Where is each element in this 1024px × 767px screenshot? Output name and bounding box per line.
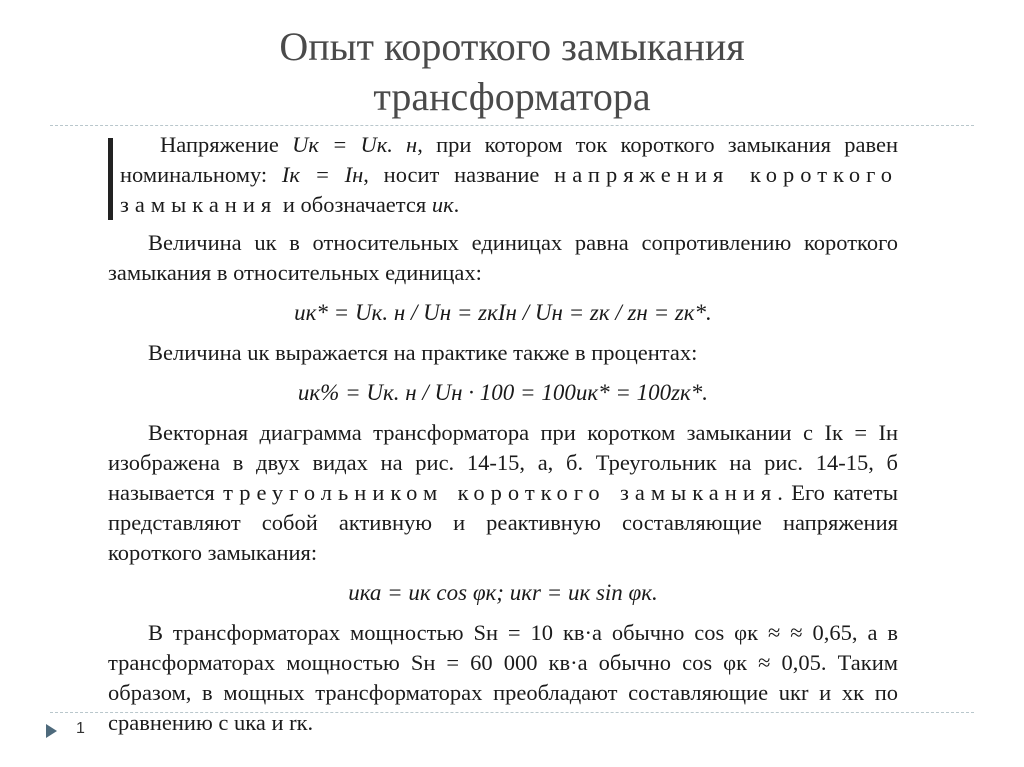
document-body — [108, 130, 898, 738]
p1-text-c: , носит название — [363, 162, 555, 187]
p1-formula2: Iк = Iн — [281, 162, 364, 187]
slide-title — [0, 22, 1024, 122]
paragraph-2: Величина uк в относительных единицах равна сопротивлению короткого замыкания в относительных единицах: — [108, 230, 898, 285]
p4-text-b: . Его катеты представляют собой активную и реактивную составляющие напряжения короткого замыкания: — [108, 480, 898, 565]
p1-term: напряжения короткого замыкания — [120, 162, 898, 217]
equation-3: uка = uк cos φк; uкr = uк sin φк. — [348, 580, 658, 605]
equation-2: uк% = Uк. н / Uн · 100 = 100uк* = 100zк*. — [297, 380, 709, 405]
paragraph-1 — [108, 130, 898, 220]
p1-formula: Uк = Uк. н — [292, 132, 418, 157]
p4-term: треугольником короткого замыкания — [223, 480, 778, 505]
p1-text-d: и обозначается — [277, 192, 432, 217]
page-number: 1 — [76, 720, 85, 737]
top-divider — [50, 125, 974, 126]
p1-symbol: uк — [431, 192, 454, 217]
paragraph-3: Величина uк выражается на практике также в процентах: — [148, 340, 698, 365]
slide-title-line1: Опыт короткого замыкания — [279, 24, 745, 69]
equation-1: uк* = Uк. н / Uн = zкIн / Uн = zк / zн = zк*. — [294, 300, 712, 325]
bottom-divider — [50, 712, 974, 713]
paragraph-5: В трансформаторах мощностью Sн = 10 кв·а обычно cos φк ≈ ≈ 0,65, а в трансформаторах мощностью Sн = 60 000 кв·а обычно cos φк ≈ 0,05. Таким образом, в мощных трансформаторах преобладают составляющие uкr и xк по сравнению с uка и rк. — [108, 620, 898, 735]
p4-text-a: Векторная диаграмма трансформатора при коротком замыкании с Iк = Iн изображена в двух видах на рис. 14-15, а, б. Треугольник на рис. 14-15, б называется — [108, 420, 898, 505]
slide-title-line2: трансформатора — [373, 74, 651, 119]
paragraph-4 — [108, 418, 898, 568]
p1-text-b: , при котором ток короткого замыкания равен номинальному: — [120, 132, 898, 187]
p1-text-a: Напряжение — [160, 132, 293, 157]
nav-arrow-icon[interactable] — [46, 724, 57, 738]
p1-end: . — [453, 192, 460, 217]
